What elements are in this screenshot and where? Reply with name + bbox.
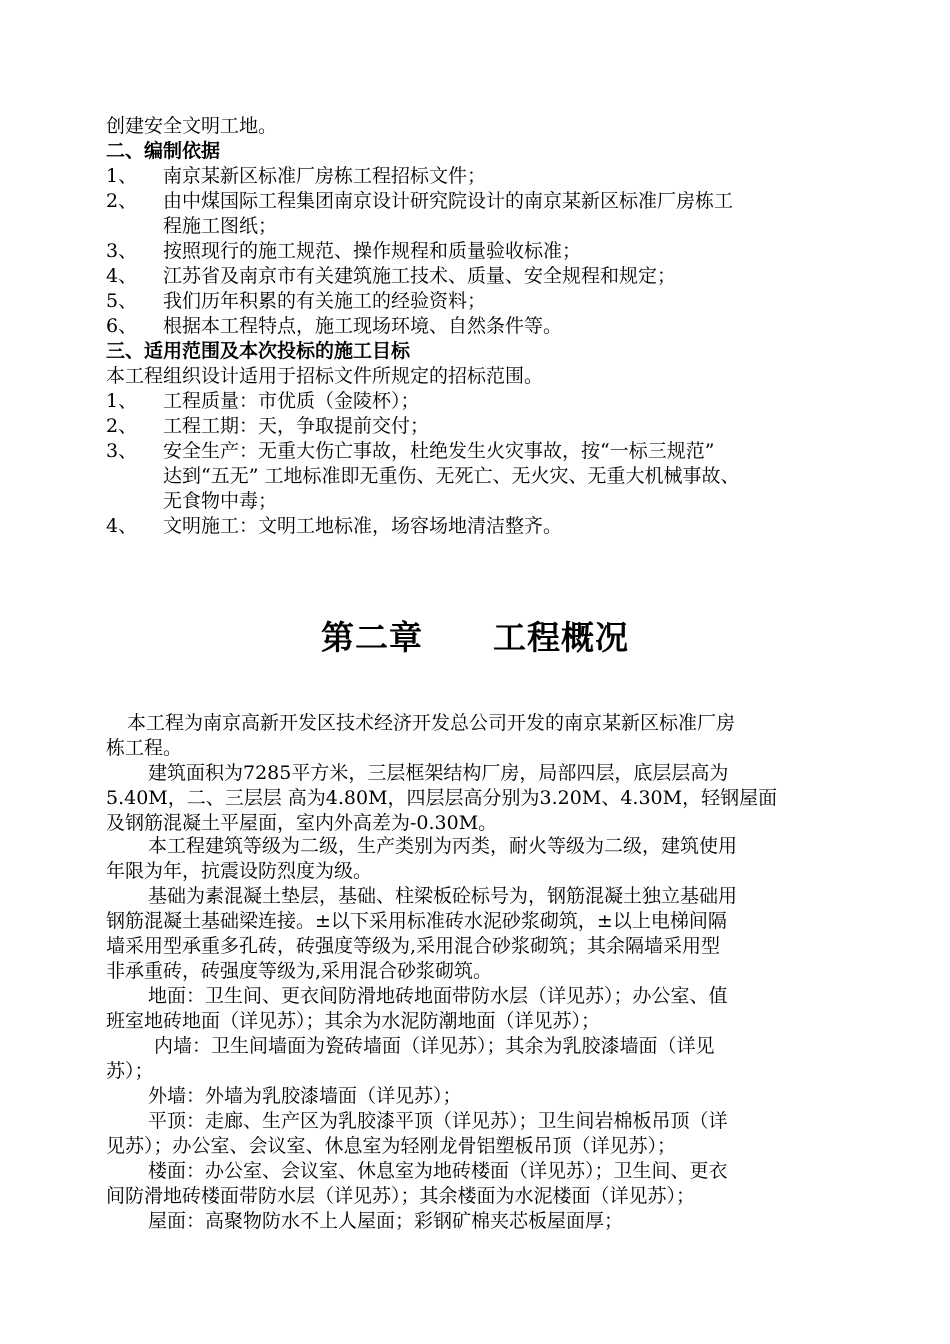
item-text: 我们历年积累的有关施工的经验资料； xyxy=(163,290,487,312)
overview-line: 年限为年，抗震设防烈度为级。 xyxy=(106,860,373,882)
overview-line: 本工程为南京高新开发区技术经济开发总公司开发的南京某新区标准厂房 xyxy=(127,712,736,734)
overview-line: 苏）； xyxy=(106,1060,154,1082)
overview-line: 班室地砖地面（详见苏）；其余为水泥防潮地面（详见苏）； xyxy=(106,1010,601,1032)
item-text: 程施工图纸； xyxy=(163,215,278,237)
item-text: 按照现行的施工规范、操作规程和质量验收标准； xyxy=(163,240,582,262)
item-text: 工程质量：市优质（金陵杯）； xyxy=(163,390,420,412)
overview-line: 屋面：高聚物防水不上人屋面；彩钢矿棉夹芯板屋面厚； xyxy=(148,1210,624,1232)
item-number: 3、 xyxy=(106,440,138,462)
item-number: 1、 xyxy=(106,165,138,187)
item-text: 南京某新区标准厂房栋工程招标文件； xyxy=(163,165,487,187)
overview-line: 建筑面积为7285平方米，三层框架结构厂房，局部四层，底层层高为 xyxy=(148,762,729,784)
overview-line: 墙采用型承重多孔砖，砖强度等级为,采用混合砂浆砌筑；其余隔墙采用型 xyxy=(106,935,721,957)
item-number: 5、 xyxy=(106,290,138,312)
item-text: 无食物中毒； xyxy=(163,490,278,512)
overview-line: 地面：卫生间、更衣间防滑地砖地面带防水层（详见苏）；办公室、值 xyxy=(148,985,728,1007)
overview-line: 平顶：走廊、生产区为乳胶漆平顶（详见苏）；卫生间岩棉板吊顶（详 xyxy=(148,1110,728,1132)
section-heading-scope: 三、适用范围及本次投标的施工目标 xyxy=(106,340,411,362)
item-text: 安全生产：无重大伤亡事故，杜绝发生火灾事故，按“一标三规范” xyxy=(163,440,715,462)
chapter-number: 第二章 xyxy=(321,618,423,657)
chapter-heading xyxy=(0,612,950,659)
overview-line: 非承重砖，砖强度等级为,采用混合砂浆砌筑。 xyxy=(106,960,493,982)
overview-line: 及钢筋混凝土平屋面，室内外高差为-0.30M。 xyxy=(106,812,498,834)
overview-line: 楼面：办公室、会议室、休息室为地砖楼面（详见苏）；卫生间、更衣 xyxy=(148,1160,728,1182)
item-text: 根据本工程特点，施工现场环境、自然条件等。 xyxy=(163,315,563,337)
overview-line: 间防滑地砖楼面带防水层（详见苏）；其余楼面为水泥楼面（详见苏）； xyxy=(106,1185,696,1207)
intro-tail: 创建安全文明工地。 xyxy=(106,115,278,137)
overview-line: 本工程建筑等级为二级，生产类别为丙类，耐火等级为二级，建筑使用 xyxy=(148,835,738,857)
item-number: 1、 xyxy=(106,390,138,412)
item-text: 文明施工：文明工地标准，场容场地清洁整齐。 xyxy=(163,515,563,537)
overview-line: 见苏）；办公室、会议室、休息室为轻刚龙骨铝塑板吊顶（详见苏）； xyxy=(106,1135,677,1157)
chapter-title: 工程概况 xyxy=(493,618,629,657)
overview-line: 外墙：外墙为乳胶漆墙面（详见苏）； xyxy=(148,1085,462,1107)
overview-line: 钢筋混凝土基础梁连接。±以下采用标准砖水泥砂浆砌筑，±以上电梯间隔 xyxy=(106,910,727,932)
section-heading-basis: 二、编制依据 xyxy=(106,140,221,162)
overview-line: 5.40M，二、三层层 高为4.80M，四层层高分别为3.20M、4.30M，轻钢屋面 xyxy=(106,787,778,809)
item-number: 6、 xyxy=(106,315,138,337)
item-number: 4、 xyxy=(106,265,138,287)
item-number: 2、 xyxy=(106,190,138,212)
item-text: 达到“五无” 工地标准即无重伤、无死亡、无火灾、无重大机械事故、 xyxy=(163,465,740,487)
item-number: 3、 xyxy=(106,240,138,262)
item-number: 2、 xyxy=(106,415,138,437)
scope-intro: 本工程组织设计适用于招标文件所规定的招标范围。 xyxy=(106,365,544,387)
item-text: 工程工期：天，争取提前交付； xyxy=(163,415,430,437)
item-text: 由中煤国际工程集团南京设计研究院设计的南京某新区标准厂房栋工 xyxy=(163,190,734,212)
overview-line: 栋工程。 xyxy=(106,737,183,759)
item-number: 4、 xyxy=(106,515,138,537)
overview-line: 内墙：卫生间墙面为瓷砖墙面（详见苏）；其余为乳胶漆墙面（详见 xyxy=(154,1035,715,1057)
item-text: 江苏省及南京市有关建筑施工技术、质量、安全规程和规定； xyxy=(163,265,677,287)
overview-line: 基础为素混凝土垫层，基础、柱梁板砼标号为，钢筋混凝土独立基础用 xyxy=(148,885,738,907)
